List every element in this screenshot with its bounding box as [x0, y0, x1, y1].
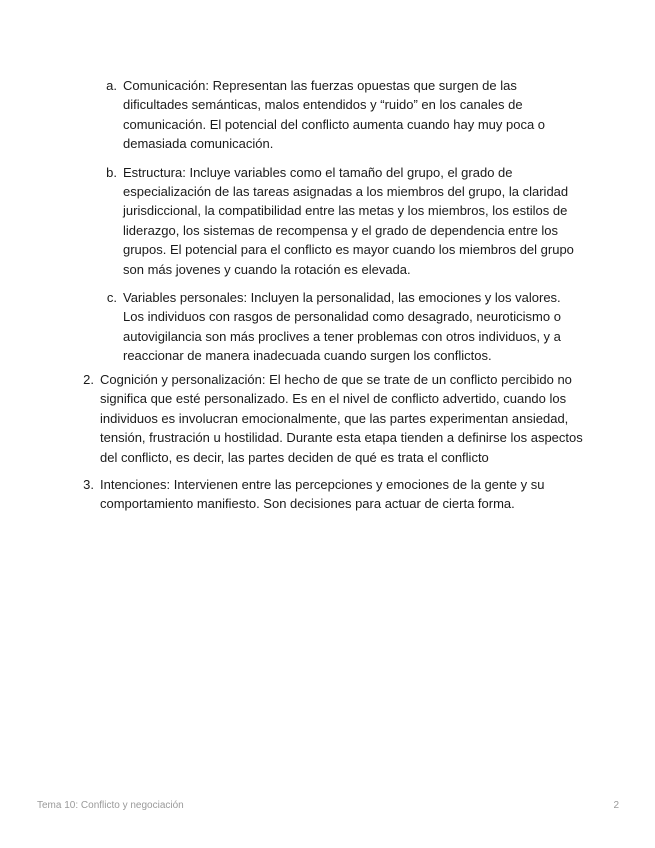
list-item-text: Comunicación: Representan las fuerzas opuestas que surgen de las dificultades semánticas, malos entendidos y “ruido” en los canales de comunicación. El potencial del conflicto aumenta cuando hay muy poca o demasiada comunicación. [123, 78, 546, 152]
list-item-text: Estructura: Incluye variables como el tamaño del grupo, el grado de especialización de las tareas asignadas a los miembros del grupo, la claridad jurisdiccional, la compatibilidad entre las metas y los miembros, los estilos de liderazgo, los sistemas de recompensa y el grado de dependencia entre los grupos. El potencial para el conflicto es mayor cuando los miembros del grupo son más jovenes y cuando la rotación es elevada. [123, 164, 574, 277]
sub-list [0, 76, 655, 375]
list-item-text: Variables personales: Incluyen la personalidad, las emociones y los valores. Los individuos con rasgos de personalidad como desagrado, neuroticismo o autovigilancia son más proclives a tener problemas con otros individuos, y a reaccionar de manera inadecuada cuando surgen los conflictos. [123, 290, 561, 364]
list-marker: b. [106, 164, 117, 180]
list-marker: a. [106, 78, 117, 93]
list-item-3 [0, 475, 655, 514]
list-item-c [0, 288, 655, 366]
list-item-text: Cognición y personalización: El hecho de que se trate de un conflicto percibido no significa que esté personalizado. Es en el nivel de conflicto advertido, cuando los individuos es involucran emocionalmente, que las partes experimentan ansiedad, tensión, frustración u hostilidad. Durante esta etapa tienden a definirse los aspectos del conflicto, es decir, las partes deciden de qué es trata el conflicto [100, 372, 583, 465]
list-item-a [0, 76, 655, 154]
list-marker: c. [106, 290, 117, 306]
footer-title: Tema 10: Conflicto y negociación [37, 800, 184, 811]
list-item-2 [0, 370, 655, 467]
list-marker: 2. [83, 372, 94, 387]
page-number: 2 [613, 800, 619, 811]
list-item-b [0, 163, 655, 279]
main-list [0, 370, 655, 522]
list-item-text: Intenciones: Intervienen entre las percepciones y emociones de la gente y su comportamiento manifiesto. Son decisiones para actuar de cierta forma. [100, 477, 545, 512]
list-marker: 3. [83, 477, 94, 493]
